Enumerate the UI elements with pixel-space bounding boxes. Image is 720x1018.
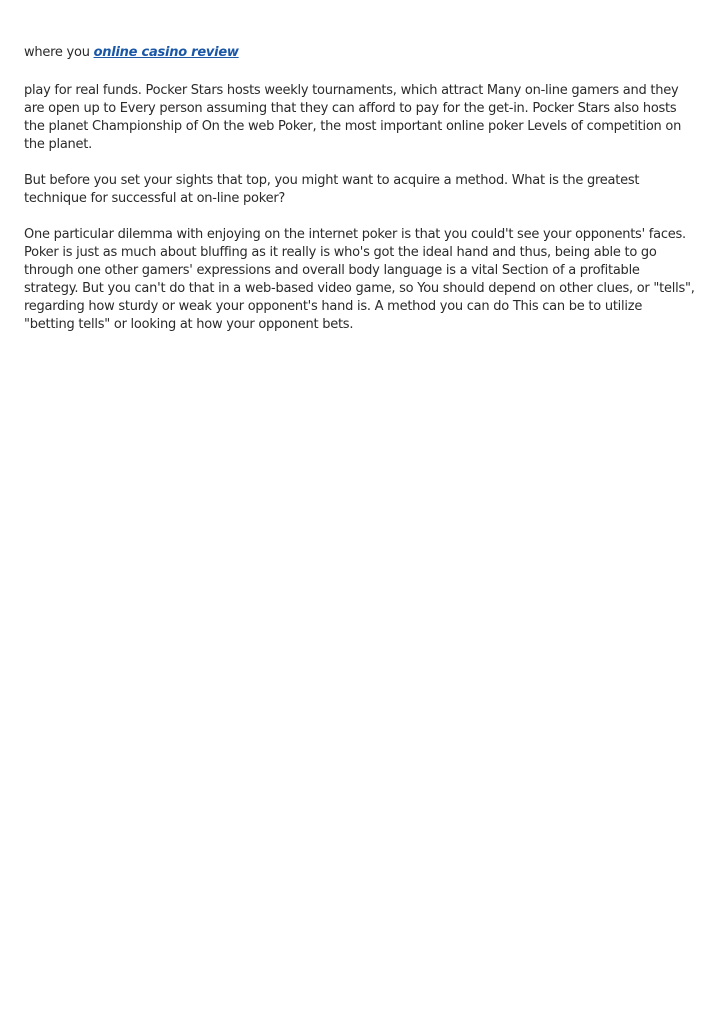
- paragraph-betting-tells: One particular dilemma with enjoying on the internet poker is that you could't see your opponents' faces. Poker is just as much about bluffing as it really is who's got the ideal hand and thus, being able to go through one other gamers' expressions and overall body language is a vital Section of a profitable strategy. But you can't do that in a web-based video game, so You should depend on other clues, or "tells", regarding how sturdy or weak your opponent's hand is. A method you can do This can be to utilize "betting tells" or looking at how your opponent bets.: [24, 227, 695, 332]
- paragraph-pocker-stars: play for real funds. Pocker Stars hosts weekly tournaments, which attract Many on-line gamers and they are open up to Every person assuming that they can afford to pay for the get-in. Pocker Stars also hosts the planet Championship of On the web Poker, the most important online poker Levels of competition on the planet.: [24, 83, 682, 152]
- intro-prefix: where you: [24, 45, 94, 60]
- paragraph-technique: But before you set your sights that top, you might want to acquire a method. What is the greatest technique for successful at on-line poker?: [24, 173, 640, 206]
- online-casino-review-link[interactable]: online casino review: [93, 45, 239, 60]
- intro-line: [24, 44, 696, 62]
